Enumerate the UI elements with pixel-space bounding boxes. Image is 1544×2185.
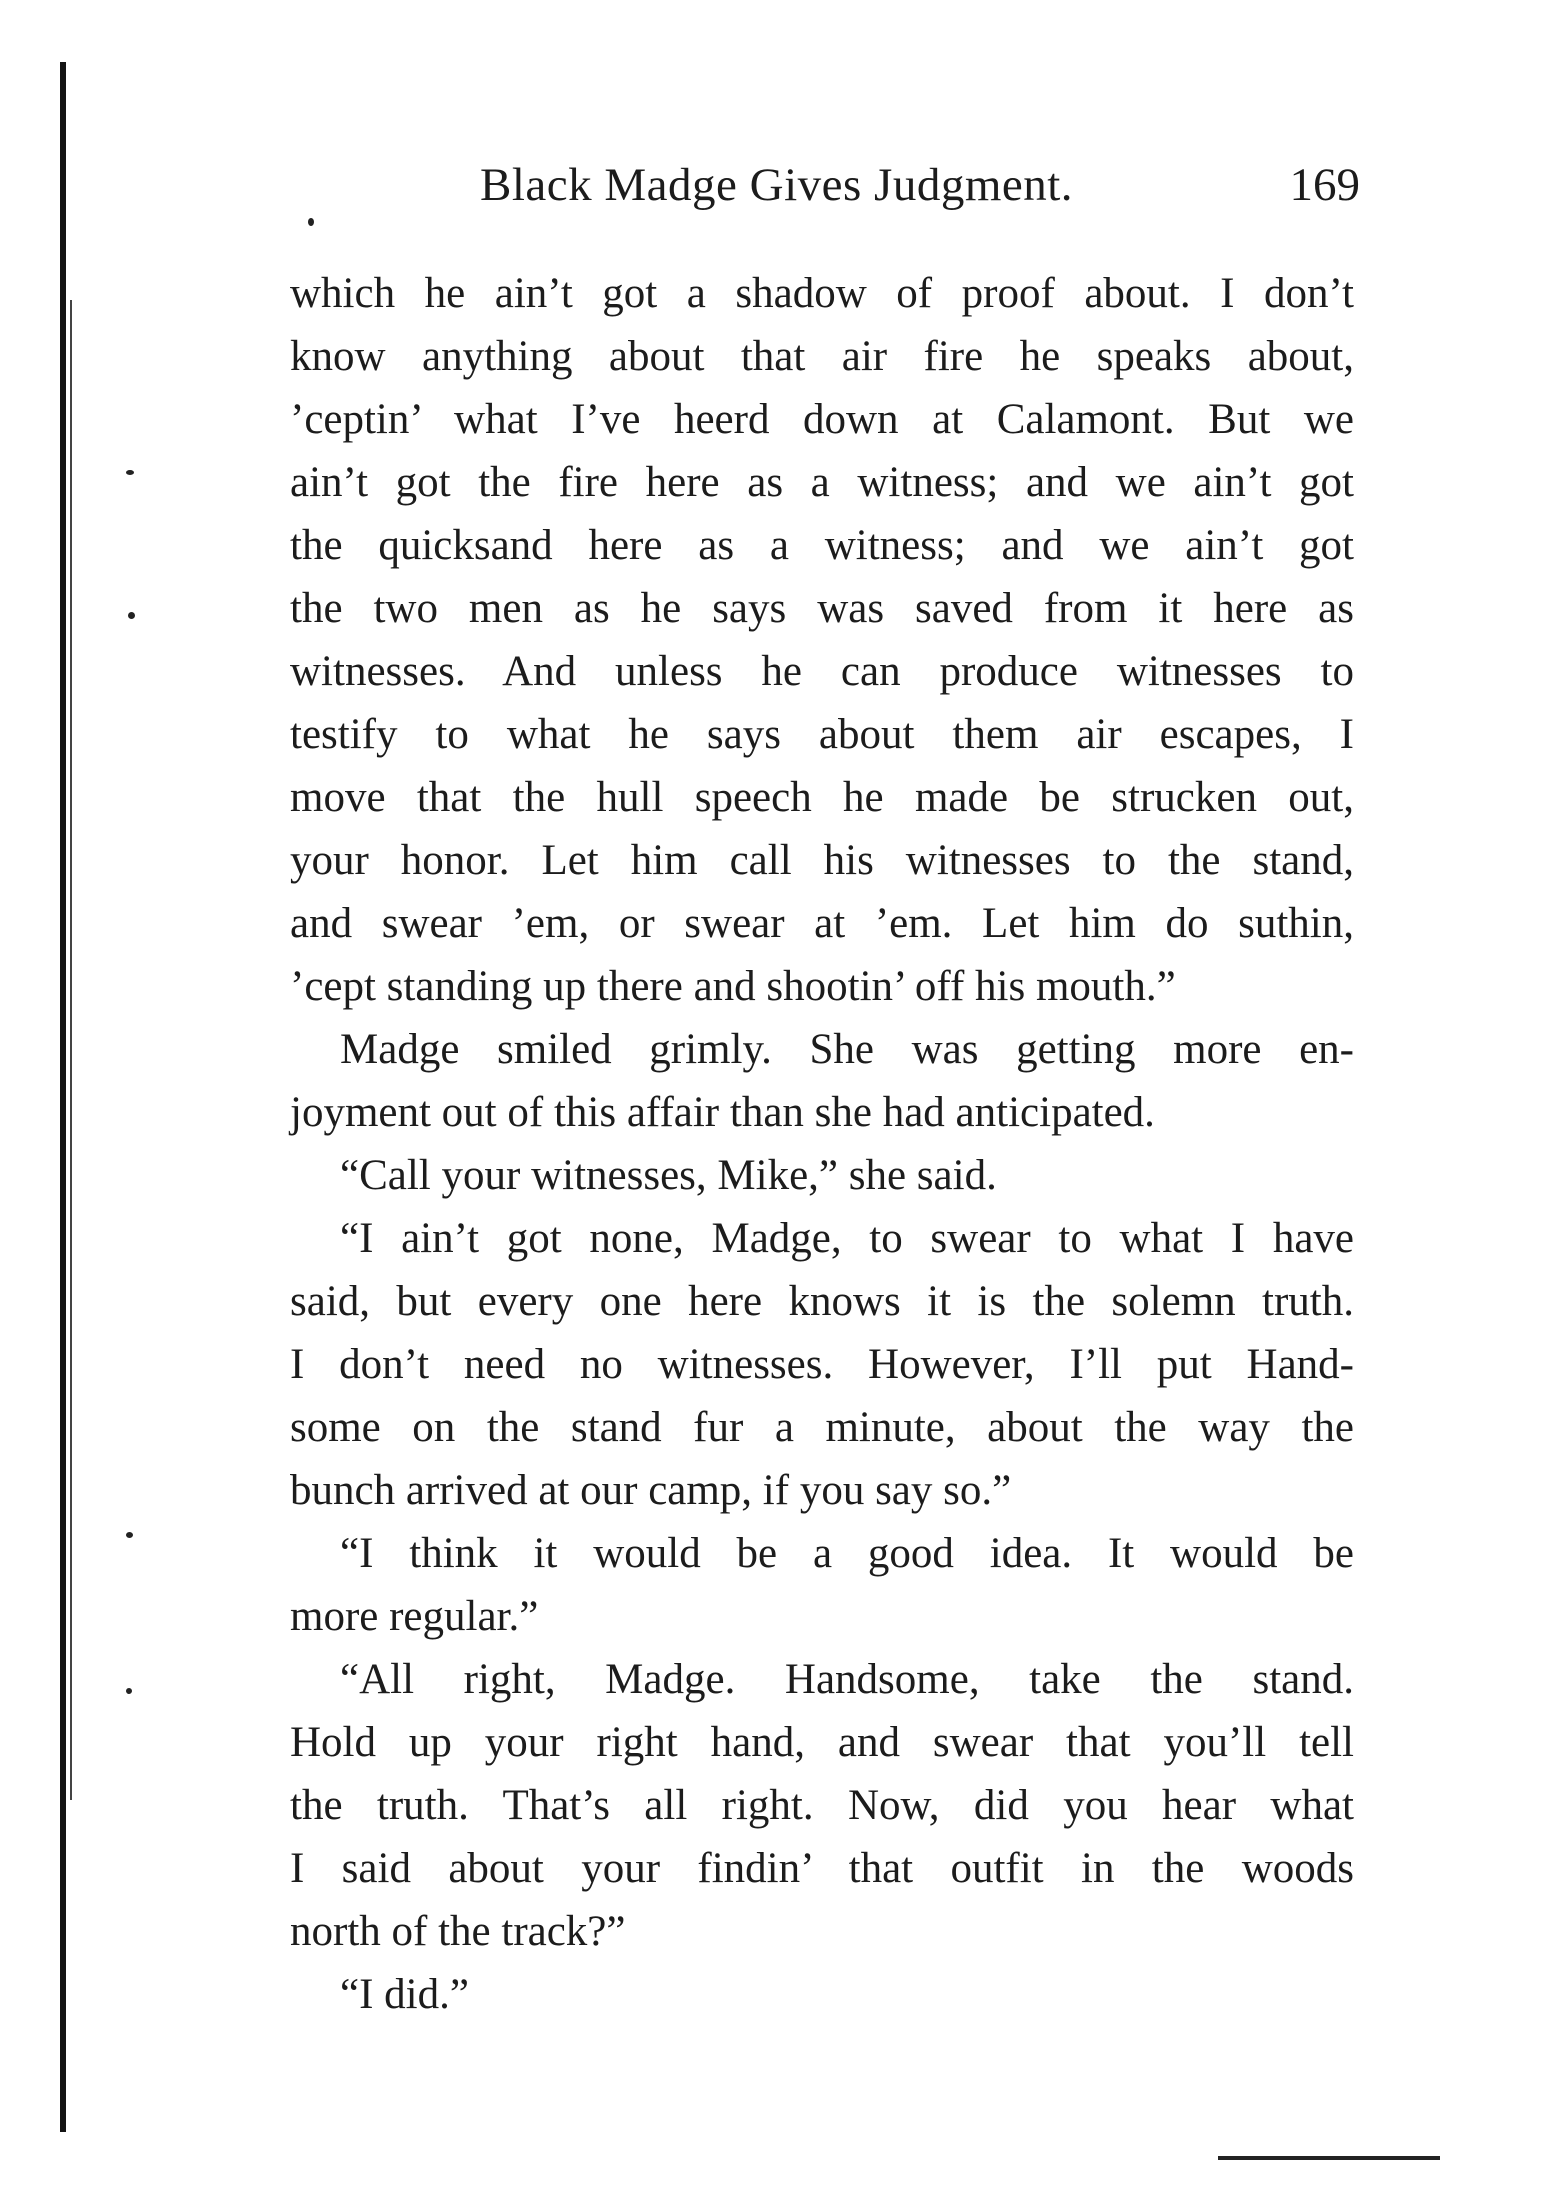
print-speck (126, 470, 134, 475)
text-line: “I did.” (340, 1971, 469, 2018)
text-line: testify to what he says about them air escapes, I (290, 711, 1354, 758)
text-line: said, but every one here knows it is the solemn truth. (290, 1278, 1354, 1325)
text-line: “I ain’t got none, Madge, to swear to what I have (340, 1215, 1354, 1262)
running-title: Black Madge Gives Judgment. (480, 159, 1074, 211)
page-binding-shadow (70, 300, 72, 1800)
text-line: Madge smiled grimly. She was getting more en- (340, 1026, 1354, 1073)
bottom-rule (1218, 2156, 1440, 2160)
text-line: which he ain’t got a shadow of proof about. I don’t (290, 270, 1354, 317)
text-line: know anything about that air fire he speaks about, (290, 333, 1354, 380)
body-text (290, 262, 1354, 2026)
page-number: 169 (1289, 159, 1360, 211)
text-line: your honor. Let him call his witnesses to the stand, (290, 837, 1354, 884)
text-line: ’cept standing up there and shootin’ off his mouth.” (290, 963, 1176, 1010)
page-header (480, 158, 1360, 228)
text-line: joyment out of this affair than she had anticipated. (290, 1089, 1155, 1136)
text-line: “Call your witnesses, Mike,” she said. (340, 1152, 997, 1199)
text-line: ’ceptin’ what I’ve heerd down at Calamont. But we (290, 396, 1354, 443)
text-line: the two men as he says was saved from it here as (290, 585, 1354, 632)
text-line: move that the hull speech he made be strucken out, (290, 774, 1354, 821)
text-line: witnesses. And unless he can produce witnesses to (290, 648, 1354, 695)
text-line: I said about your findin’ that outfit in the woods (290, 1845, 1354, 1892)
text-line: more regular.” (290, 1593, 539, 1640)
print-speck (126, 1532, 133, 1538)
page-binding-edge (60, 62, 66, 2132)
text-line: some on the stand fur a minute, about the way the (290, 1404, 1354, 1451)
text-line: “I think it would be a good idea. It would be (340, 1530, 1354, 1577)
text-line: Hold up your right hand, and swear that you’ll tell (290, 1719, 1354, 1766)
text-line: bunch arrived at our camp, if you say so.” (290, 1467, 1012, 1514)
print-speck (308, 218, 314, 226)
print-speck (128, 612, 135, 619)
text-line: “All right, Madge. Handsome, take the stand. (340, 1656, 1354, 1703)
text-line: the truth. That’s all right. Now, did you hear what (290, 1782, 1354, 1829)
print-speck (126, 1688, 132, 1694)
text-line: north of the track?” (290, 1908, 626, 1955)
text-line: I don’t need no witnesses. However, I’ll put Hand- (290, 1341, 1354, 1388)
text-line: the quicksand here as a witness; and we ain’t got (290, 522, 1354, 569)
text-line: and swear ’em, or swear at ’em. Let him do suthin, (290, 900, 1354, 947)
text-line: ain’t got the fire here as a witness; and we ain’t got (290, 459, 1354, 506)
